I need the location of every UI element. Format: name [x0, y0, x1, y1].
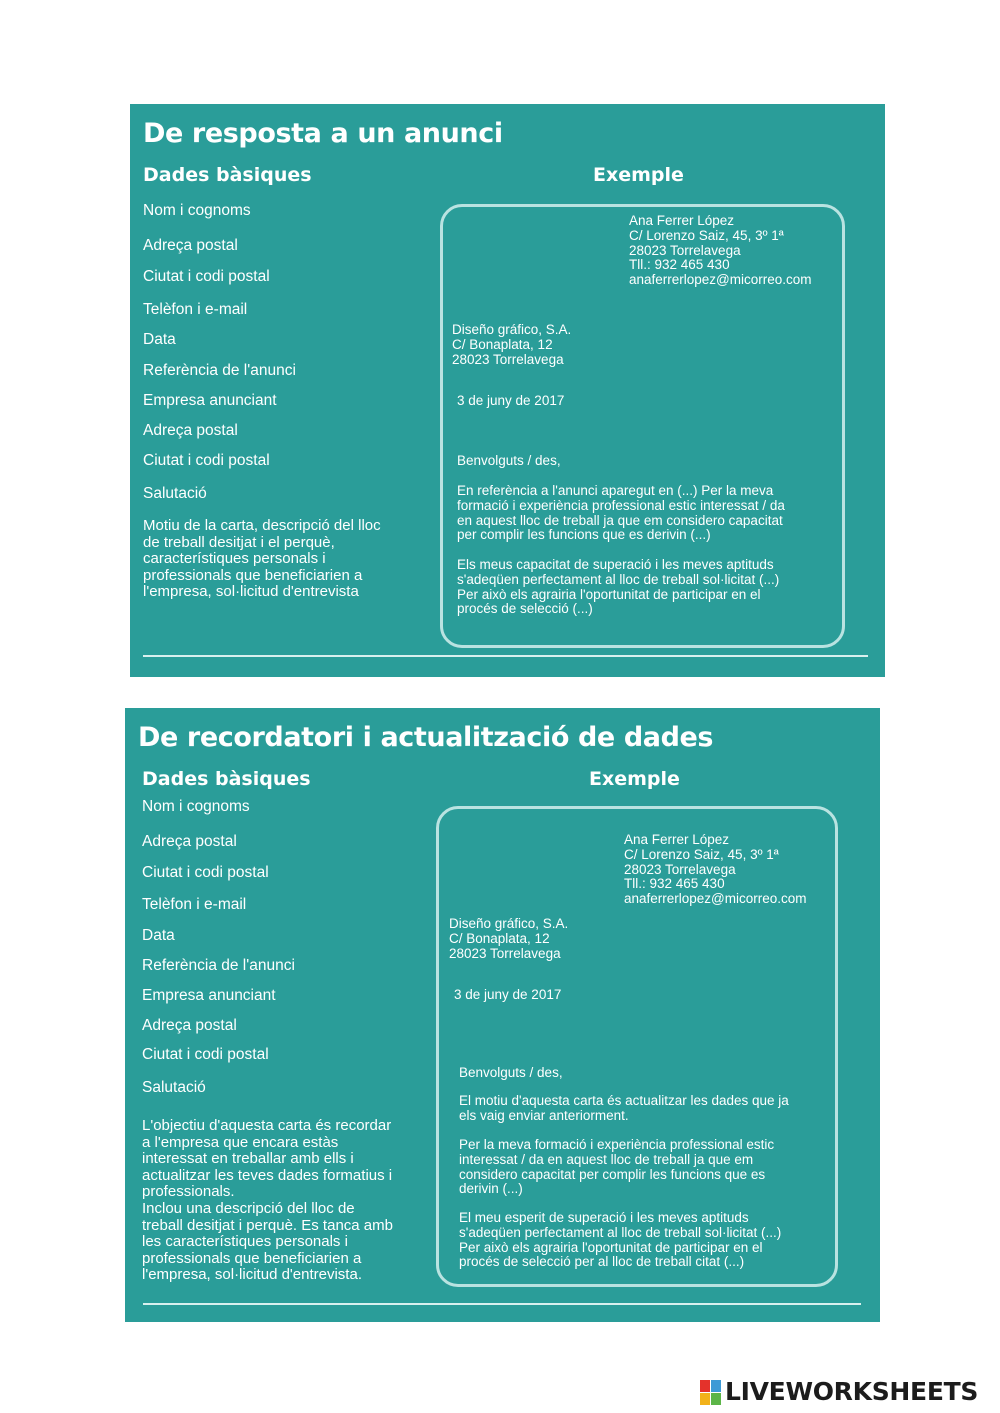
logo-blocks-icon	[700, 1380, 722, 1406]
letter-greeting: Benvolguts / des,	[457, 453, 561, 468]
divider	[143, 655, 868, 657]
paragraph-line: interessat / da en aquest lloc de treball ja que em	[459, 1151, 754, 1167]
letter-paragraph	[457, 484, 785, 543]
logo-block	[700, 1380, 710, 1392]
field-label: Referència de l'anunci	[142, 957, 295, 974]
recipient-company: Diseño gráfico, S.A.	[449, 916, 569, 931]
paragraph-line: en aquest lloc de treball ja que em considero capacitat	[457, 512, 783, 528]
field-label: Adreça postal	[143, 422, 238, 439]
paragraph-line: Per la meva formació i experiència professional estic	[459, 1137, 775, 1152]
panel-title: De recordatori i actualització de dades	[138, 722, 714, 753]
field-label: Empresa anunciant	[142, 987, 276, 1004]
field-label: Telèfon i e-mail	[142, 896, 247, 913]
paragraph-line: El motiu d'aquesta carta és actualitzar les dades que ja	[459, 1093, 789, 1108]
logo-block	[700, 1393, 710, 1405]
recipient-city: 28023 Torrelavega	[452, 351, 564, 367]
field-label: Ciutat i codi postal	[143, 452, 270, 469]
sender-name: Ana Ferrer López	[629, 213, 735, 228]
field-label: Nom i cognoms	[142, 798, 250, 815]
recipient-address: C/ Bonaplata, 12	[449, 930, 550, 946]
sender-address: C/ Lorenzo Saiz, 45, 3º 1ª	[629, 227, 784, 243]
field-label: Referència de l'anunci	[143, 362, 296, 379]
paragraph-line: formació i experiència professional estic interessat / da	[457, 497, 785, 513]
field-label: Telèfon i e-mail	[143, 301, 248, 318]
field-label: Adreça postal	[142, 833, 237, 850]
recipient-city: 28023 Torrelavega	[449, 945, 561, 961]
paragraph-line: Per això els agrairia l'oportunitat de participar en el	[457, 586, 761, 602]
recipient-company: Diseño gráfico, S.A.	[452, 322, 572, 337]
paragraph-line: Per això els agrairia l'oportunitat de participar en el	[459, 1239, 763, 1255]
example-heading: Exemple	[593, 164, 684, 186]
liveworksheets-logo[interactable]	[700, 1377, 992, 1407]
logo-text: LIVEWORKSHEETS	[725, 1377, 979, 1406]
recipient-address: C/ Bonaplata, 12	[452, 336, 553, 352]
letter-greeting: Benvolguts / des,	[459, 1065, 563, 1080]
basics-heading: Dades bàsiques	[142, 768, 311, 790]
paragraph-line: els vaig enviar anteriorment.	[459, 1107, 629, 1123]
field-label: Adreça postal	[142, 1017, 237, 1034]
field-label: Salutació	[143, 485, 207, 502]
sender-email: anaferrerlopez@micorreo.com	[629, 272, 812, 288]
basics-heading: Dades bàsiques	[143, 164, 312, 186]
letter-paragraph	[459, 1211, 781, 1270]
field-label: Salutació	[142, 1079, 206, 1096]
description-text: Motiu de la carta, descripció del lloc de treball desitjat i el perquè, característiques personals i professionals que beneficiarien a l'empresa, sol·licitud d'entrevista	[143, 517, 381, 601]
logo-block	[711, 1380, 721, 1392]
panel-title: De resposta a un anunci	[143, 118, 503, 149]
paragraph-line: procés de selecció (...)	[457, 601, 593, 617]
panel-response-to-ad	[130, 104, 885, 677]
sender-phone: Tll.: 932 465 430	[629, 257, 730, 273]
recipient-block	[449, 917, 568, 961]
letter-date: 3 de juny de 2017	[454, 987, 562, 1002]
description-text: L'objectiu d'aquesta carta és recordar a l'empresa que encara estàs interessat en treballar amb ells i actualitzar les teves dades formatius i professionals. Inclou una descripció del lloc de treball desitjat i perquè. Es tanca amb les característiques personals i professionals que beneficiarien a l'empresa, sol·licitud d'entrevista.	[142, 1117, 393, 1284]
letter-paragraph	[459, 1138, 774, 1197]
paragraph-line: per complir les funcions que es derivin (...)	[457, 527, 711, 543]
paragraph-line: considero capacitat per complir les funcions que es	[459, 1166, 766, 1182]
letter-paragraph	[457, 558, 779, 617]
paragraph-line: s'adeqüen perfectament al lloc de treball sol·licitat (...)	[459, 1224, 782, 1240]
paragraph-line: derivin (...)	[459, 1181, 523, 1197]
sender-phone: Tll.: 932 465 430	[624, 876, 725, 892]
field-label: Ciutat i codi postal	[142, 1046, 269, 1063]
sender-block	[624, 833, 807, 907]
paragraph-line: En referència a l'anunci aparegut en (...) Per la meva	[457, 483, 774, 498]
recipient-block	[452, 323, 571, 367]
field-label: Nom i cognoms	[143, 202, 251, 219]
sender-email: anaferrerlopez@micorreo.com	[624, 891, 807, 907]
example-heading: Exemple	[589, 768, 680, 790]
sender-block	[629, 214, 812, 288]
panel-reminder-update	[125, 708, 880, 1322]
field-label: Data	[143, 331, 176, 348]
logo-block	[711, 1393, 721, 1405]
paragraph-line: procés de selecció per al lloc de treball citat (...)	[459, 1254, 745, 1270]
field-label: Ciutat i codi postal	[143, 268, 270, 285]
field-label: Ciutat i codi postal	[142, 864, 269, 881]
sender-address: C/ Lorenzo Saiz, 45, 3º 1ª	[624, 846, 779, 862]
letter-paragraph	[459, 1094, 789, 1124]
paragraph-line: s'adeqüen perfectament al lloc de treball sol·licitat (...)	[457, 571, 780, 587]
divider	[143, 1303, 861, 1305]
field-label: Empresa anunciant	[143, 392, 277, 409]
sender-name: Ana Ferrer López	[624, 832, 730, 847]
paragraph-line: Els meus capacitat de superació i les meves aptituds	[457, 557, 774, 572]
field-label: Adreça postal	[143, 237, 238, 254]
sender-city: 28023 Torrelavega	[629, 242, 741, 258]
letter-date: 3 de juny de 2017	[457, 393, 565, 408]
paragraph-line: El meu esperit de superació i les meves aptituds	[459, 1210, 749, 1225]
sender-city: 28023 Torrelavega	[624, 861, 736, 877]
field-label: Data	[142, 927, 175, 944]
